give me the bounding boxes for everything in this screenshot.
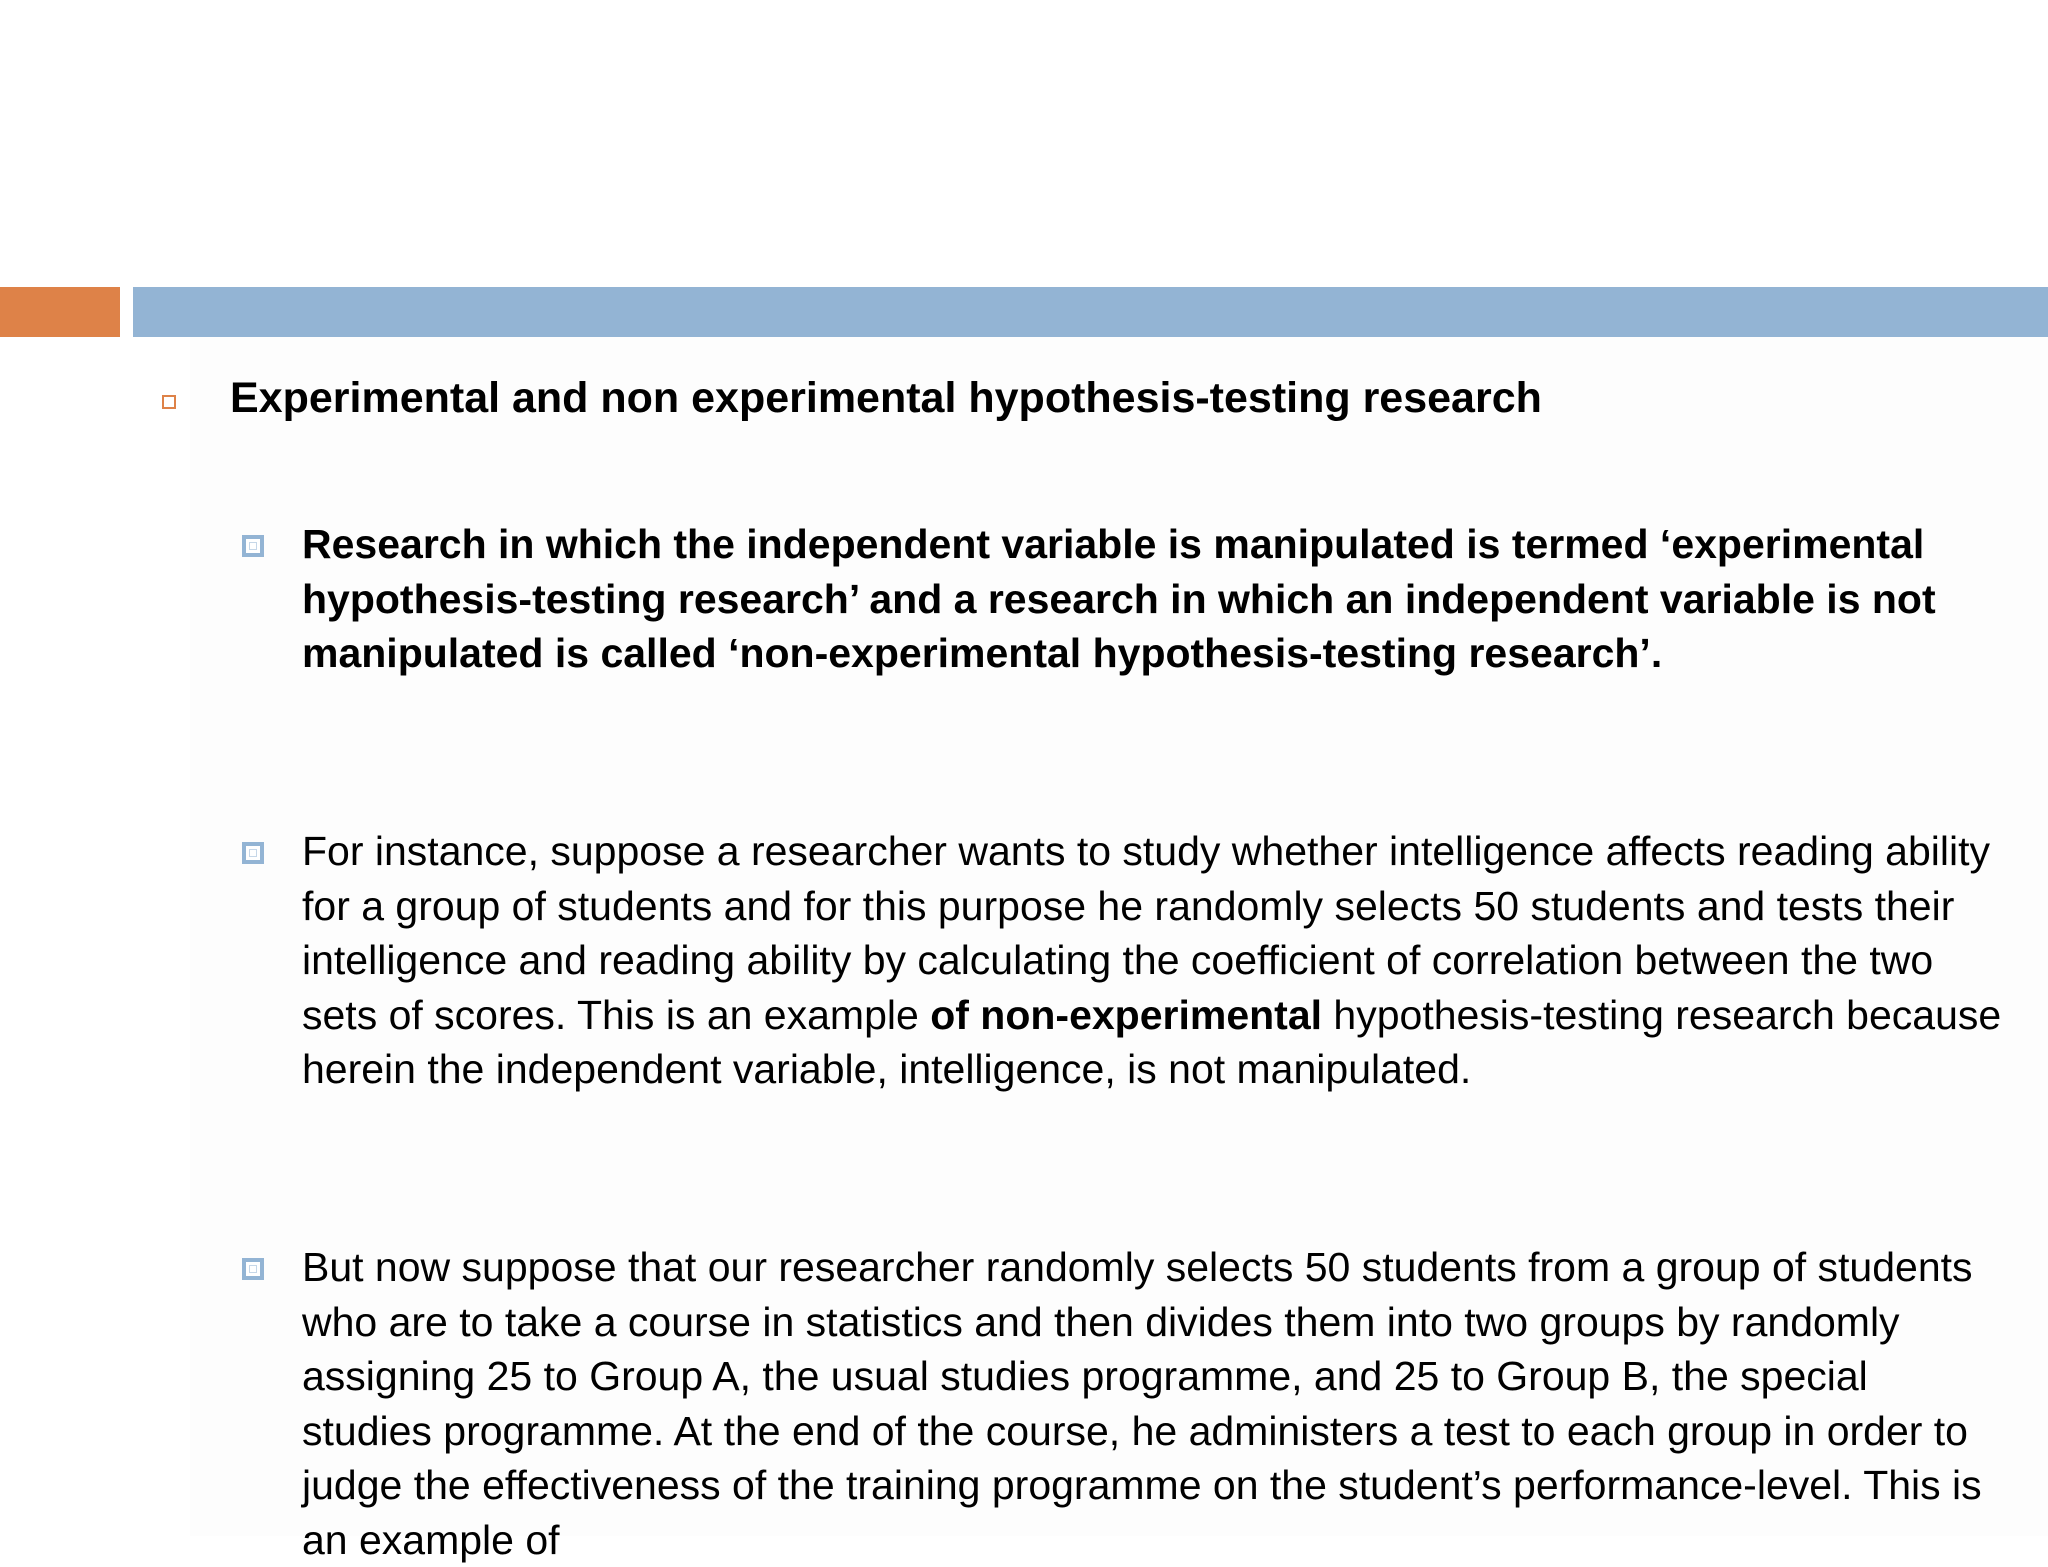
square-bullet-icon: [242, 842, 264, 864]
square-bullet-icon: [242, 1258, 264, 1280]
point-2-text-end: hypothesis-testing research because herein the independent variable, intelligence, is not manipulated.: [302, 991, 2002, 1092]
square-bullet-icon: [242, 535, 264, 557]
slide-heading: Experimental and non experimental hypothesis-testing research: [230, 374, 1542, 422]
square-bullet-icon: [162, 395, 176, 409]
point-1-text: Research in which the independent variable is manipulated is termed ‘experimental hypothesis-testing research’ and a research in which an independent variable is not manipulated is called ‘non-experimental hypothesis-testing research’.: [302, 521, 1936, 676]
header-accent-bar-blue: [133, 287, 2048, 337]
point-2-emphasis: of non-experimental: [930, 991, 1323, 1038]
header-accent-bar-orange: [0, 287, 120, 337]
point-2-text-start: For instance, suppose a researcher wants to study whether intelligence affects reading ability for a group of students and for this purpose he randomly selects 50 students and tests their intelligence and reading ability by calculating the coefficient of correlation between the two sets of scores. This is an example: [302, 828, 1991, 1038]
point-2-text: [302, 824, 2002, 1097]
point-3-text: But now suppose that our researcher randomly selects 50 students from a group of students who are to take a course in statistics and then divides them into two groups by randomly assigning 25 to Group A, the usual studies programme, and 25 to Group B, the special studies programme. At the end of the course, he administers a test to each group in order to judge the effectiveness of the training programme on the student’s performance-level. This is an example of: [302, 1244, 1982, 1563]
